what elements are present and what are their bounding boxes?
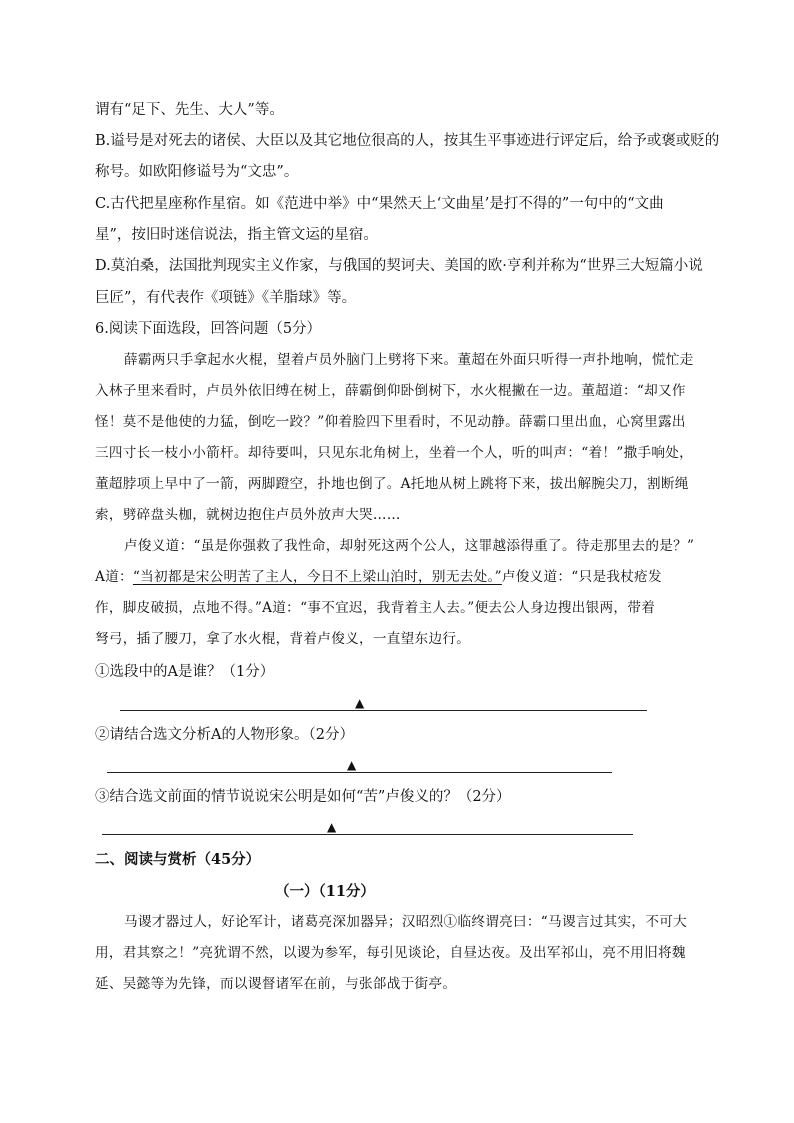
option-b-line2: 称号。如欧阳修谥号为“文忠”。 [95, 164, 299, 180]
passage-line-underlined [95, 567, 662, 587]
section-subheading: （一）（11分） [275, 883, 375, 900]
passage-line: 索，劈碎盘头枷，就树边抱住卢员外放声大哭…… [95, 507, 401, 523]
text-line: 谓有“足下、先生、大人”等。 [95, 102, 284, 118]
question-6-title: 6.阅读下面选段，回答问题（5分） [95, 321, 322, 337]
passage-line: 作，脚皮破损，点地不得。”A道：“事不宜迟，我背着主人去。”便去公人身边搜出银两，带着 [95, 600, 656, 616]
classical-text-line: 马谡才器过人，好论军计，诸葛亮深加器异；汉昭烈①临终谓亮曰：“马谡言过其实，不可大 [124, 914, 687, 930]
passage-suffix: 卢俊义道：“只是我杖疮发 [501, 569, 662, 585]
answer-line-3[interactable] [102, 834, 633, 835]
passage-line: 薛霸两只手拿起水火棍，望着卢员外脑门上劈将下来。董超在外面只听得一声扑地响，慌忙走 [124, 352, 694, 368]
question-3: ③结合选文前面的情节说说宋公明是如何“苦”卢俊义的？（2分） [95, 789, 511, 805]
question-1: ①选段中的A是谁？（1分） [95, 664, 275, 680]
option-b-line1: B.谥号是对死去的诸侯、大臣以及其它地位很高的人，按其生平事迹进行评定后，给予或褒或贬的 [95, 133, 720, 149]
classical-text-line: 用，君其察之！”亮犹谓不然，以谡为参军，每引见谈论，自昼达夜。及出军祁山，亮不用旧将魏 [95, 945, 686, 961]
option-c-line2: 星”，按旧时迷信说法，指主管文运的星宿。 [95, 227, 378, 243]
underlined-quote: “当初都是宋公明苦了主人，今日不上梁山泊时，别无去处。” [132, 569, 502, 585]
answer-line-2[interactable] [107, 772, 612, 773]
passage-line: 入林子里来看时，卢员外依旧缚在树上，薛霸倒仰卧倒树下，水火棍撇在一边。董超道：“却又作 [95, 383, 686, 399]
answer-marker-1: ▲ [355, 696, 365, 710]
option-d-line1: D.莫泊桑，法国批判现实主义作家，与俄国的契诃夫、美国的欧·亨利并称为“世界三大短篇小说 [95, 258, 703, 274]
answer-marker-3: ▲ [327, 820, 337, 834]
passage-line: 董超脖项上早中了一箭，两脚蹬空，扑地也倒了。A托地从树上跳将下来，拔出解腕尖刀，割断绳 [95, 476, 689, 492]
question-2: ②请结合选文分析A的人物形象。（2分） [95, 727, 354, 743]
passage-line: 卢俊义道：“虽是你强救了我性命，却射死这两个公人，这罪越添得重了。待走那里去的是？” [124, 538, 695, 554]
answer-marker-2: ▲ [347, 758, 357, 772]
option-d-line2: 巨匠”，有代表作《项链》《羊脂球》等。 [95, 290, 357, 306]
passage-line: 三四寸长一枝小小箭杆。却待要叫，只见东北角树上，坐着一个人，听的叫声：“着！”撒手响处， [95, 445, 694, 461]
passage-line: 弩弓，插了腰刀，拿了水火棍，背着卢俊义，一直望东边行。 [95, 631, 471, 647]
section-heading: 二、阅读与赏析（45分） [95, 851, 261, 868]
passage-prefix: A道： [95, 569, 133, 585]
option-c-line1: C.古代把星座称作星宿。如《范进中举》中“果然天上‘文曲星’是打不得的”一句中的“文曲 [95, 196, 664, 212]
classical-text-line: 延、吴懿等为先锋，而以谡督诸军在前，与张郃战于街亭。 [95, 976, 457, 992]
answer-line-1[interactable] [120, 710, 647, 711]
passage-line: 怪！莫不是他使的力猛，倒吃一跤？”仰着脸四下里看时，不见动静。薛霸口里出血，心窝里露出 [95, 414, 686, 430]
